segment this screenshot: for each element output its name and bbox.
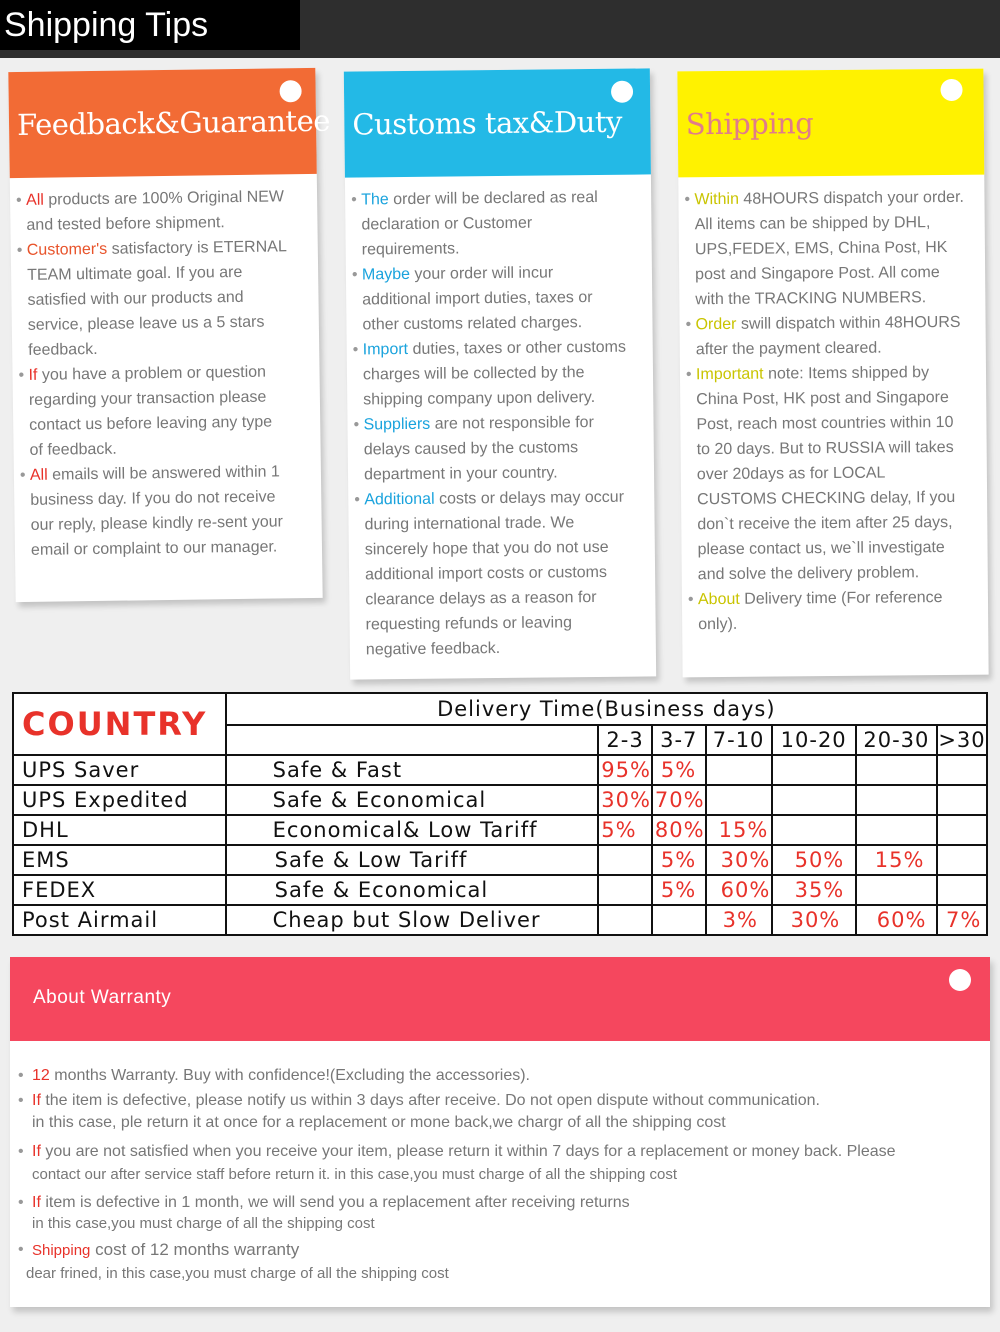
percent-cell: 3% <box>706 905 772 935</box>
carrier-name: EMS <box>13 845 226 875</box>
percent-cell: 30% <box>772 905 856 935</box>
percent-cell <box>598 905 652 935</box>
list-item: • Maybe your order will incur additional import duties, taxes or other customs related charges. <box>351 264 593 334</box>
header-blank <box>226 725 599 755</box>
range-header: 2-3 <box>598 725 652 755</box>
percent-cell <box>652 905 706 935</box>
carrier-name: DHL <box>13 815 226 845</box>
percent-cell <box>937 755 987 785</box>
percent-cell: 30% <box>706 845 772 875</box>
list-item: • Additional costs or delays may occur during international trade. We sincerely hope that you do not use additional import costs or customs clearance delays as a reason for requesting refunds or leaving negative feedback. <box>354 488 625 659</box>
pin-dot-icon <box>940 79 962 101</box>
list-item: • All products are 100% Original NEW and tested before shipment. <box>15 188 285 234</box>
list-item: • If the item is defective, please notify us within 3 days after receive. Do not open dispute without communication. <box>18 1092 820 1109</box>
card-list <box>14 184 319 563</box>
list-item: • Suppliers are not responsible for delays caused by the customs department in your country. <box>353 414 594 484</box>
list-item-note: contact our after service staff before return it. in this case,you must charge of all the shipping cost <box>32 1166 678 1183</box>
warranty-card <box>10 957 990 1307</box>
list-item-note: in this case,you must charge of all the shipping cost <box>32 1215 375 1232</box>
percent-cell: 7% <box>937 905 987 935</box>
percent-cell: 60% <box>856 905 937 935</box>
percent-cell: 35% <box>772 875 856 905</box>
percent-cell <box>706 785 772 815</box>
percent-cell: 70% <box>652 785 706 815</box>
range-header: 20-30 <box>856 725 937 755</box>
range-header: 7-10 <box>706 725 772 755</box>
percent-cell <box>598 875 652 905</box>
list-item: • All emails will be answered within 1 business day. If you do not receive our reply, please kindly re-sent your email or complaint to our manager. <box>19 463 284 559</box>
list-item: • 12 months Warranty. Buy with confidence!(Excluding the accessories). <box>18 1067 530 1084</box>
list-item: • Within 48HOURS dispatch your order. All items can be shipped by DHL, UPS,FEDEX, EMS, China Post, HK post and Singapore Post. All come with the TRACKING NUMBERS. <box>684 188 964 309</box>
card-header <box>344 68 651 177</box>
carrier-name: Post Airmail <box>13 905 226 935</box>
list-item: • Order swill dispatch within 48HOURS after the payment cleared. <box>685 313 961 359</box>
country-header: COUNTRY <box>13 693 226 755</box>
percent-cell <box>937 815 987 845</box>
percent-cell <box>772 785 856 815</box>
table-row <box>13 875 987 905</box>
card-list <box>349 184 654 662</box>
carrier-desc: Safe & Fast <box>226 755 599 785</box>
range-header: 3-7 <box>652 725 706 755</box>
pin-dot-icon <box>279 80 301 102</box>
list-item: • Customer's satisfactory is ETERNAL TEAM ultimate goal. If you are satisfied with our products and service, please leave us a 5 stars feedback. <box>16 238 287 359</box>
percent-cell <box>856 875 937 905</box>
card-title: Customs tax&Duty <box>352 104 623 142</box>
list-item: • Shipping cost of 12 months warranty <box>18 1240 300 1259</box>
percent-cell: 15% <box>706 815 772 845</box>
table-row <box>13 785 987 815</box>
warranty-header <box>10 957 990 1041</box>
percent-cell <box>706 755 772 785</box>
percent-cell: 5% <box>598 815 652 845</box>
carrier-desc: Economical& Low Tariff <box>226 815 599 845</box>
carrier-name: UPS Expedited <box>13 785 226 815</box>
delivery-time-table <box>12 692 988 936</box>
table-row <box>13 815 987 845</box>
card-list <box>682 185 988 638</box>
carrier-name: FEDEX <box>13 875 226 905</box>
list-item: • Import duties, taxes or other customs charges will be collected by the shipping company upon delivery. <box>352 338 627 409</box>
percent-cell: 50% <box>772 845 856 875</box>
table-row <box>13 905 987 935</box>
percent-cell: 5% <box>652 755 706 785</box>
pin-dot-icon <box>949 969 971 991</box>
percent-cell <box>772 755 856 785</box>
carrier-name: UPS Saver <box>13 755 226 785</box>
percent-cell <box>598 845 652 875</box>
percent-cell <box>856 755 937 785</box>
percent-cell: 30% <box>598 785 652 815</box>
list-item: • If you are not satisfied when you receive your item, please return it within 7 days for a replacement or money back. Please <box>18 1143 896 1160</box>
list-item: • The order will be declared as real declaration or Customer requirements. <box>351 188 598 259</box>
card-header <box>8 68 331 178</box>
list-item-note: in this case, ple return it at once for a replacement or mone back,we chargr of all the shipping cost <box>32 1114 726 1131</box>
range-header: >30 <box>937 725 987 755</box>
card-title: Feedback&Guarantee <box>16 103 331 143</box>
percent-cell <box>937 845 987 875</box>
carrier-desc: Safe & Economical <box>226 875 599 905</box>
percent-cell: 5% <box>652 875 706 905</box>
warranty-list <box>18 1063 896 1285</box>
card-header <box>677 69 984 178</box>
list-item: • Important note: Items shipped by China Post, HK post and Singapore Post, reach most countries within 10 to 20 days. But to RUSSIA will takes over 20days as for LOCAL CUSTOMS CHECKING delay, If you don`t receive the item after 25 days, please contact us, we`ll investigate and solve the delivery problem. <box>685 364 956 584</box>
carrier-desc: Safe & Economical <box>226 785 599 815</box>
table-row <box>13 845 987 875</box>
percent-cell: 5% <box>652 845 706 875</box>
carrier-desc: Safe & Low Tariff <box>226 845 599 875</box>
percent-cell: 80% <box>652 815 706 845</box>
percent-cell <box>856 785 937 815</box>
carrier-desc: Cheap but Slow Deliver <box>226 905 599 935</box>
percent-cell <box>937 785 987 815</box>
list-item-note: dear frined, in this case,you must charge of all the shipping cost <box>26 1265 449 1282</box>
page-title: Shipping Tips <box>0 0 300 50</box>
percent-cell: 15% <box>856 845 937 875</box>
shipping-card <box>677 69 988 678</box>
card-title: Shipping <box>685 106 814 142</box>
list-item: • If you have a problem or question regarding your transaction please contact us before leaving any type of feedback. <box>18 363 273 459</box>
list-item: • About Delivery time (For reference only). <box>687 589 943 634</box>
delivery-time-header: Delivery Time(Business days) <box>226 693 987 725</box>
list-item: • If item is defective in 1 month, we will send you a replacement after receiving returns <box>18 1194 630 1211</box>
pin-dot-icon <box>611 81 633 103</box>
percent-cell <box>856 815 937 845</box>
percent-cell <box>772 815 856 845</box>
percent-cell: 60% <box>706 875 772 905</box>
feedback-guarantee-card <box>8 68 331 602</box>
warranty-title: About Warranty <box>33 987 172 1008</box>
percent-cell <box>937 875 987 905</box>
customs-tax-card <box>344 68 656 679</box>
table-row <box>13 755 987 785</box>
range-header: 10-20 <box>772 725 856 755</box>
percent-cell: 95% <box>598 755 652 785</box>
